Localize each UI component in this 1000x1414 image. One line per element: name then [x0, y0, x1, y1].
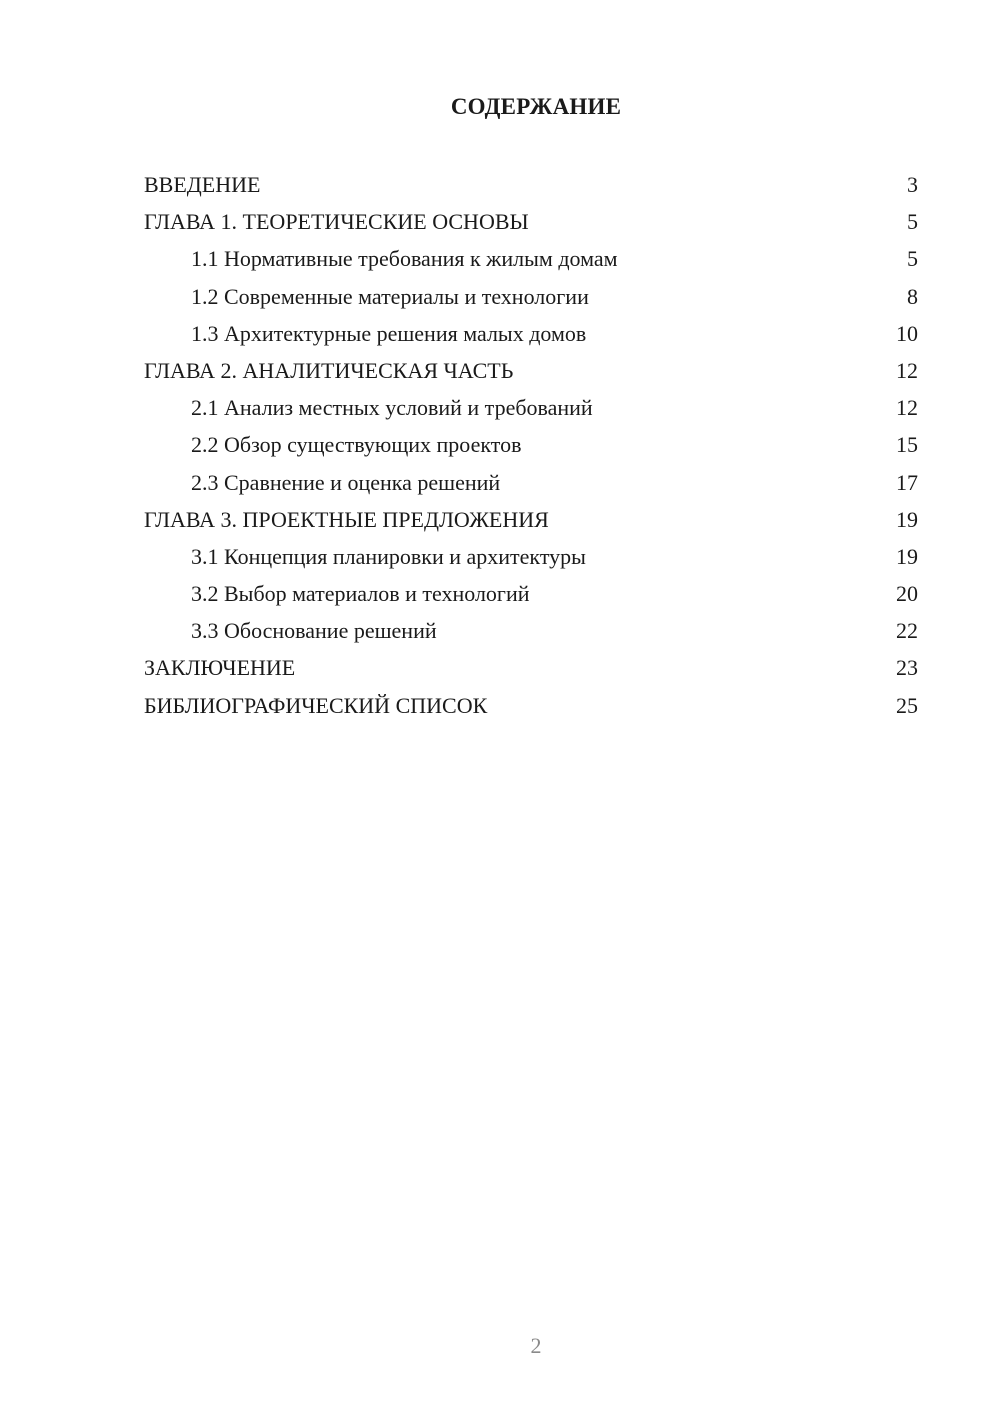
toc-entry-page: 5	[907, 246, 918, 272]
toc-entry-section-2-2[interactable]	[144, 426, 918, 463]
toc-entry-label: 3.1 Концепция планировки и архитектуры	[191, 543, 586, 569]
toc-entry-section-2-3[interactable]	[144, 464, 918, 501]
toc-entry-label: ЗАКЛЮЧЕНИЕ	[144, 655, 296, 681]
toc-entry-section-1-3[interactable]	[144, 315, 918, 352]
toc-entry-label: БИБЛИОГРАФИЧЕСКИЙ СПИСОК	[144, 692, 488, 718]
toc-entry-page: 12	[896, 357, 918, 383]
toc-entry-label: ГЛАВА 3. ПРОЕКТНЫЕ ПРЕДЛОЖЕНИЯ	[144, 506, 549, 532]
toc-entry-label: 3.3 Обоснование решений	[191, 618, 437, 644]
toc-entry-section-1-1[interactable]	[144, 240, 918, 277]
toc-entry-label: 2.1 Анализ местных условий и требований	[191, 395, 593, 421]
toc-entry-label: 1.3 Архитектурные решения малых домов	[191, 320, 587, 346]
toc-entry-page: 15	[896, 432, 918, 458]
toc-entry-section-2-1[interactable]	[144, 389, 918, 426]
toc-entry-section-3-3[interactable]	[144, 612, 918, 649]
toc-entry-chapter-1[interactable]	[144, 203, 918, 240]
toc-entry-label: ГЛАВА 2. АНАЛИТИЧЕСКАЯ ЧАСТЬ	[144, 357, 514, 383]
toc-entry-page: 5	[907, 209, 918, 235]
toc-entry-label: 2.3 Сравнение и оценка решений	[191, 469, 501, 495]
toc-entry-page: 20	[896, 581, 918, 607]
toc-entry-page: 19	[896, 506, 918, 532]
toc-entry-page: 3	[907, 172, 918, 197]
page-title: СОДЕРЖАНИЕ	[450, 94, 622, 119]
toc-entry-label: 2.2 Обзор существующих проектов	[191, 432, 522, 458]
toc-entry-introduction[interactable]	[144, 166, 918, 203]
toc-entry-page: 25	[896, 692, 918, 718]
toc-entry-label: 3.2 Выбор материалов и технологий	[191, 581, 530, 607]
toc-entry-section-1-2[interactable]	[144, 278, 918, 315]
toc-entry-label: ГЛАВА 1. ТЕОРЕТИЧЕСКИЕ ОСНОВЫ	[144, 209, 529, 235]
toc-entry-page: 22	[896, 618, 918, 644]
toc-entry-label: ВВЕДЕНИЕ	[144, 172, 261, 197]
page-number: 2	[530, 1333, 542, 1358]
toc-entry-page: 8	[907, 283, 918, 309]
toc-entry-page: 17	[896, 469, 918, 495]
toc-entry-bibliography[interactable]	[144, 687, 918, 724]
toc-entry-chapter-3[interactable]	[144, 501, 918, 538]
toc-entry-section-3-2[interactable]	[144, 575, 918, 612]
toc-entry-label: 1.2 Современные материалы и технологии	[191, 283, 589, 309]
toc-entry-page: 23	[896, 655, 918, 681]
toc-entry-section-3-1[interactable]	[144, 538, 918, 575]
toc-entry-page: 19	[896, 543, 918, 569]
toc-entry-chapter-2[interactable]	[144, 352, 918, 389]
toc-entry-page: 12	[896, 395, 918, 421]
toc-entry-label: 1.1 Нормативные требования к жилым домам	[191, 246, 618, 272]
toc-entry-page: 10	[896, 320, 918, 346]
table-of-contents	[144, 166, 918, 724]
toc-entry-conclusion[interactable]	[144, 649, 918, 686]
